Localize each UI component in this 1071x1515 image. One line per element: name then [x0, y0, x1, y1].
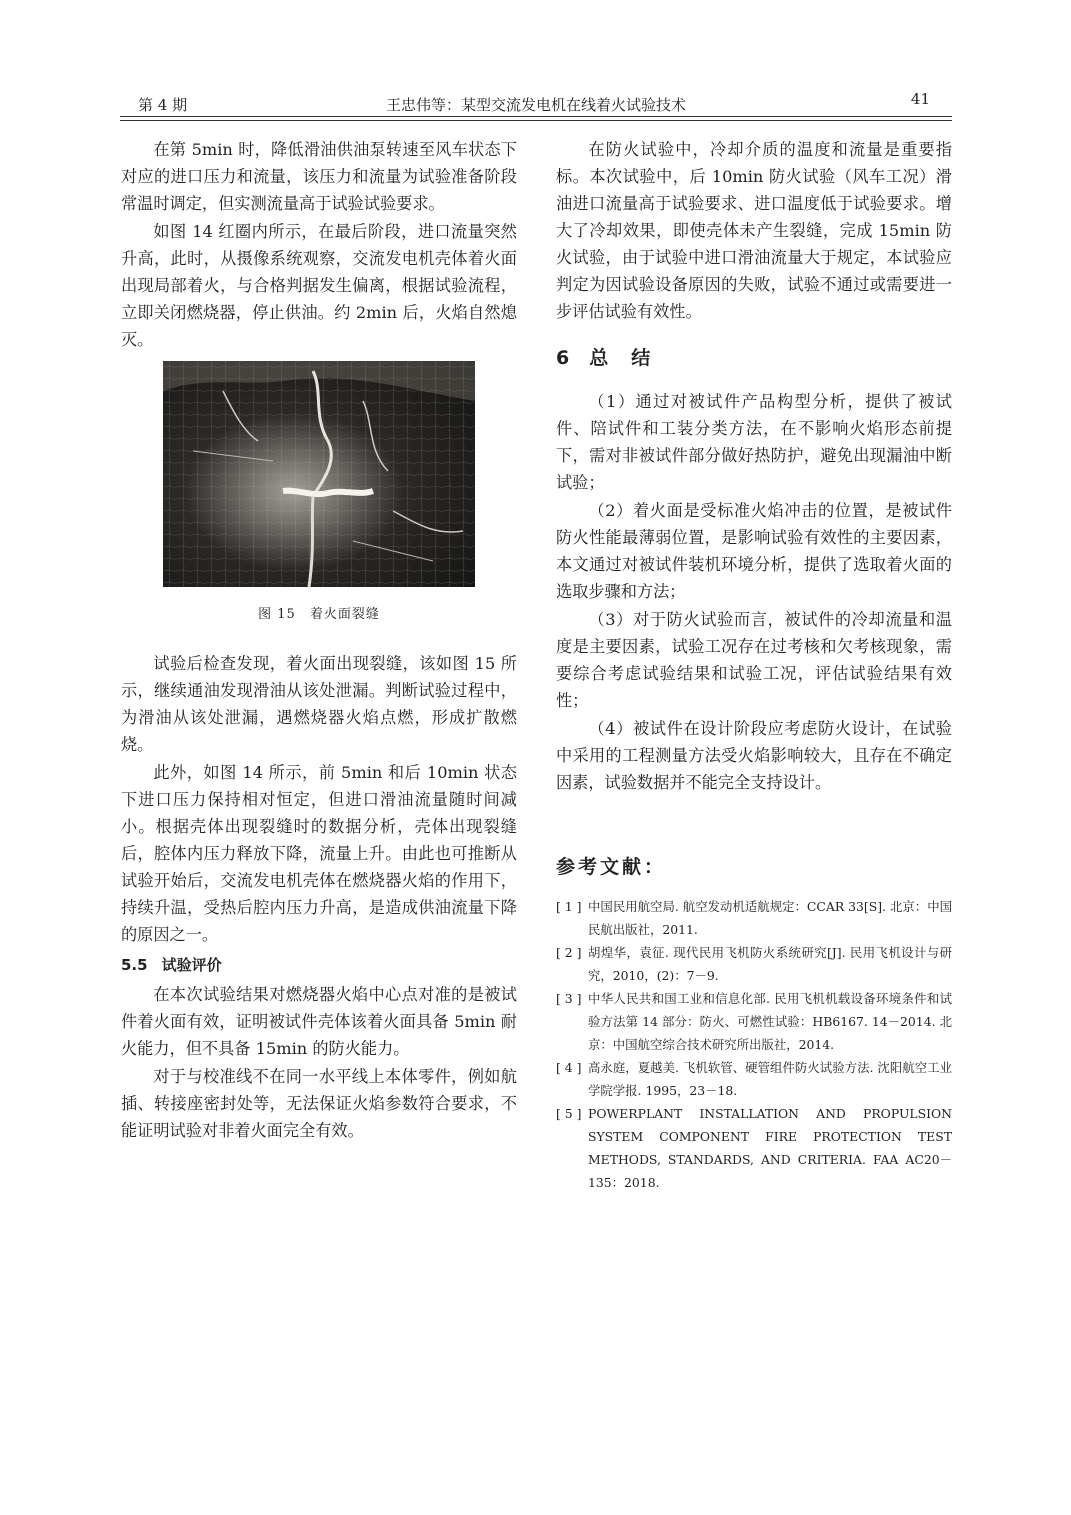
running-title: 王忠伟等：某型交流发电机在线着火试验技术: [385, 96, 686, 114]
section-number: 6: [556, 347, 572, 369]
issue-number: 第 4 期: [138, 96, 188, 114]
paragraph: 对于与校准线不在同一水平线上本体零件，例如航插、转接座密封处等，无法保证火焰参数符合要求，不能证明试验对非着火面完全有效。: [121, 1067, 517, 1140]
subsection-number: 5.5: [121, 956, 148, 974]
reference-text: 高永庭，夏越美. 飞机软管、硬管组件防火试验方法. 沈阳航空工业学院学报. 1995，23－18.: [588, 1060, 952, 1098]
reference-item: [556, 1056, 952, 1102]
figure-crack-photo: [163, 361, 475, 587]
subsection-heading: [121, 952, 517, 979]
reference-item: [556, 895, 952, 941]
conclusion-item: （2）着火面是受标准火焰冲击的位置，是被试件防火性能最薄弱位置，是影响试验有效性的主要因素，本文通过对被试件装机环境分析，提供了选取着火面的选取步骤和方法；: [556, 501, 952, 601]
crack-photo-image: [163, 361, 475, 587]
paragraph: 如图 14 红圈内所示，在最后阶段，进口流量突然升高，此时，从摄像系统观察，交流发电机壳体着火面出现局部着火，与合格判据发生偏离，根据试验流程，立即关闭燃烧器，停止供油。约 2min 后，火焰自然熄灭。: [121, 222, 517, 349]
paragraph: 在本次试验结果对燃烧器火焰中心点对准的是被试件着火面有效，证明被试件壳体该着火面具备 5min 耐火能力，但不具备 15min 的防火能力。: [121, 985, 517, 1058]
reference-number: [ 3 ]: [556, 991, 582, 1006]
header-rule-thin: [120, 120, 952, 121]
page-number: 41: [910, 90, 930, 108]
paragraph: 在第 5min 时，降低滑油供油泵转速至风车状态下对应的进口压力和流量，该压力和流量为试验准备阶段常温时调定，但实测流量高于试验试验要求。: [121, 140, 517, 213]
reference-number: [ 2 ]: [556, 945, 582, 960]
reference-text: 中华人民共和国工业和信息化部. 民用飞机机载设备环境条件和试验方法第 14 部分：防火、可燃性试验：HB6167. 14－2014. 北京：中国航空综合技术研究所出版社，2014.: [588, 991, 952, 1052]
section-heading: [556, 345, 952, 372]
reference-number: [ 5 ]: [556, 1106, 582, 1121]
reference-number: [ 4 ]: [556, 1060, 582, 1075]
paragraph: 在防火试验中，冷却介质的温度和流量是重要指标。本次试验中，后 10min 防火试验（风车工况）滑油进口流量高于试验要求、进口温度低于试验要求。增大了冷却效果，即使壳体未产生裂缝，完成 15min 防火试验，由于试验中进口滑油流量大于规定，本试验应判定为因试验设备原因的失败，试验不通过或需要进一步评估试验有效性。: [556, 140, 952, 321]
figure-caption: 图 15 着火面裂缝: [258, 607, 380, 622]
paragraph: 试验后检查发现，着火面出现裂缝，该如图 15 所示，继续通油发现滑油从该处泄漏。判断试验过程中，为滑油从该处泄漏，遇燃烧器火焰点燃，形成扩散燃烧。: [121, 654, 517, 754]
reference-item: [556, 941, 952, 987]
subsection-title: 试验评价: [161, 956, 222, 974]
left-column: [121, 136, 517, 1145]
header-rule: [120, 116, 952, 117]
running-header: [120, 92, 952, 116]
conclusion-item: （4）被试件在设计阶段应考虑防火设计，在试验中采用的工程测量方法受火焰影响较大，且存在不确定因素，试验数据并不能完全支持设计。: [556, 719, 952, 792]
reference-list: [556, 895, 952, 1194]
conclusion-item: （3）对于防火试验而言，被试件的冷却流量和温度是主要因素，试验工况存在过考核和欠考核现象，需要综合考虑试验结果和试验工况，评估试验结果有效性；: [556, 610, 952, 710]
reference-item: [556, 1102, 952, 1194]
paragraph: 此外，如图 14 所示，前 5min 和后 10min 状态下进口压力保持相对恒定，但进口滑油流量随时间减小。根据壳体出现裂缝时的数据分析，壳体出现裂缝后，腔体内压力释放下降，流量上升。由此也可推断从试验开始后，交流发电机壳体在燃烧器火焰的作用下，持续升温，受热后腔内压力升高，是造成供油流量下降的原因之一。: [121, 763, 517, 944]
reference-text: 中国民用航空局. 航空发动机适航规定：CCAR 33[S]. 北京：中国民航出版社，2011.: [588, 899, 952, 937]
section-title: 总 结: [589, 347, 653, 369]
reference-text: POWERPLANT INSTALLATION AND PROPULSION SYSTEM COMPONENT FIRE PROTECTION TEST METHODS, STANDARDS, AND CRITERIA. FAA AC20－135：2018.: [588, 1106, 952, 1190]
reference-text: 胡煌华，袁征. 现代民用飞机防火系统研究[J]. 民用飞机设计与研究，2010，(2)：7－9.: [588, 945, 952, 983]
reference-item: [556, 987, 952, 1056]
conclusion-item: （1）通过对被试件产品构型分析，提供了被试件、陪试件和工装分类方法，在不影响火焰形态前提下，需对非被试件部分做好热防护，避免出现漏油中断试验；: [556, 392, 952, 492]
references-heading: 参考文献：: [556, 856, 667, 878]
reference-number: [ 1 ]: [556, 899, 582, 914]
right-column: [556, 136, 952, 1194]
